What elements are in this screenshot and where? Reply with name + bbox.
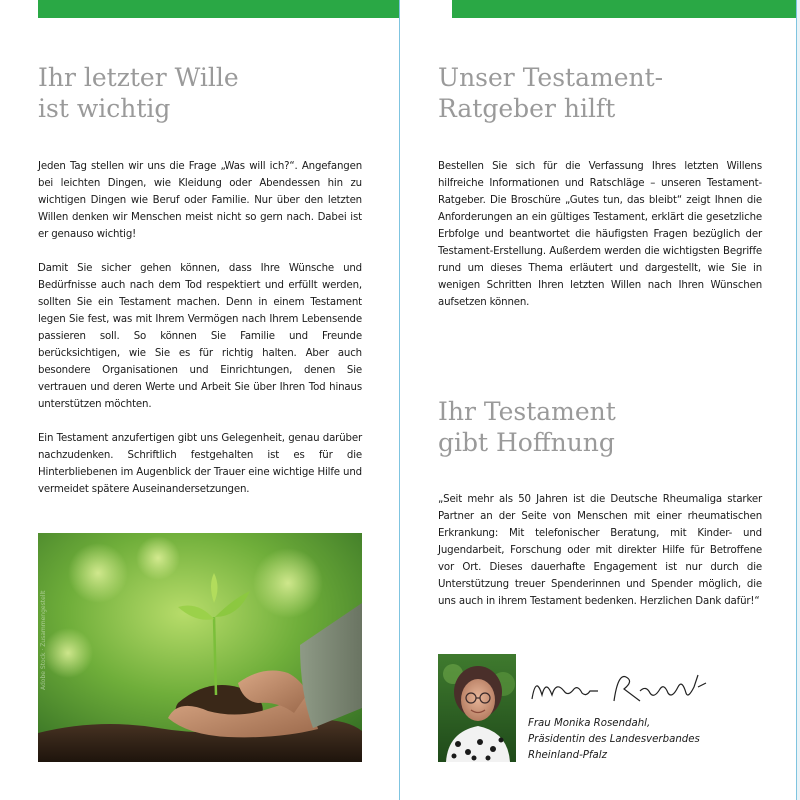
right-green-bar: [452, 0, 796, 18]
left-paragraph-1: Jeden Tag stellen wir uns die Frage „Was will ich?“. Angefangen bei leichten Dingen, wie Kleidung oder Abendessen hin zu wichtigen Dingen wie Beruf oder Familie. Nur über den letzten Willen denken wir Menschen meist nicht so gern nach. Dabei ist er genauso wichtig!: [38, 161, 362, 240]
caption-line-region: Rheinland-Pfalz: [528, 750, 607, 761]
left-green-bar: [38, 0, 400, 18]
caption-line-name: Frau Monika Rosendahl,: [528, 718, 651, 729]
left-body: [38, 158, 362, 515]
right-title-2: Ihr Testament gibt Hoffnung: [438, 397, 616, 457]
left-title: Ihr letzter Wille ist wichtig: [38, 63, 239, 123]
seedling-in-hands-photo: [38, 533, 362, 762]
right-body-1: [438, 158, 762, 328]
portrait-photo: [438, 654, 516, 762]
signature-caption: [528, 716, 700, 764]
right-paragraph-1: Bestellen Sie sich für die Verfassung Ihres letzten Willens hilfreiche Informationen und Ratschläge – unseren Testament-Ratgeber. Die Broschüre „Gutes tun, das bleibt“ zeigt Ihnen die Anforderungen an ein gültiges Testament, erklärt die gesetzliche Erbfolge und beantwortet die häufigsten Fragen bezüglich der Testament-Erstellung. Außerdem werden die wichtigsten Begriffe rund um dieses Thema erläutert und dargestellt, wie Sie in wenigen Schritten Ihren letzten Willen nach Ihren Wünschen aufsetzen können.: [438, 161, 762, 308]
right-edge-fold: [796, 0, 800, 800]
left-paragraph-3: Ein Testament anzufertigen gibt uns Gelegenheit, genau darüber nachzudenken. Schriftlich festgehalten ist es für die Hinterbliebenen im Augenblick der Trauer eine wichtige Hilfe und vermeidet spätere Auseinandersetzungen.: [38, 433, 362, 495]
caption-line-role: Präsidentin des Landesverbandes: [528, 734, 700, 745]
left-paragraph-2: Damit Sie sicher gehen können, dass Ihre Wünsche und Bedürfnisse auch nach dem Tod respektiert und erfüllt werden, sollten Sie ein Testament machen. Denn in einem Testament legen Sie fest, was mit Ihrem Vermögen nach Ihrem Lebensende passieren soll. So können Sie Familie und Freunde berücksichtigen, wie Sie es für richtig halten. Aber auch besondere Organisationen und Einrichtungen, denen Sie vertrauen und deren Werte und Arbeit Sie über Ihren Tod hinaus unterstützen möchten.: [38, 263, 362, 410]
right-body-2: [438, 491, 762, 627]
photo-credit: Adobe Stock · Zusammengestellt: [40, 590, 47, 690]
right-title-1: Unser Testament- Ratgeber hilft: [438, 63, 664, 123]
quote-paragraph: „Seit mehr als 50 Jahren ist die Deutsche Rheumaliga starker Partner an der Seite von Menschen mit einer rheumatischen Erkrankung: Mit telefonischer Beratung, mit Kinder- und Jugendarbeit, Forschung oder mit direkter Hilfe für Betroffene vor Ort. Dieses dauerhafte Engagement ist nur durch die Unterstützung treuer Spenderinnen und Spender möglich, die uns auch in ihrem Testament bedenken. Herzlichen Dank dafür!“: [438, 494, 762, 607]
handwritten-signature: [528, 665, 713, 710]
